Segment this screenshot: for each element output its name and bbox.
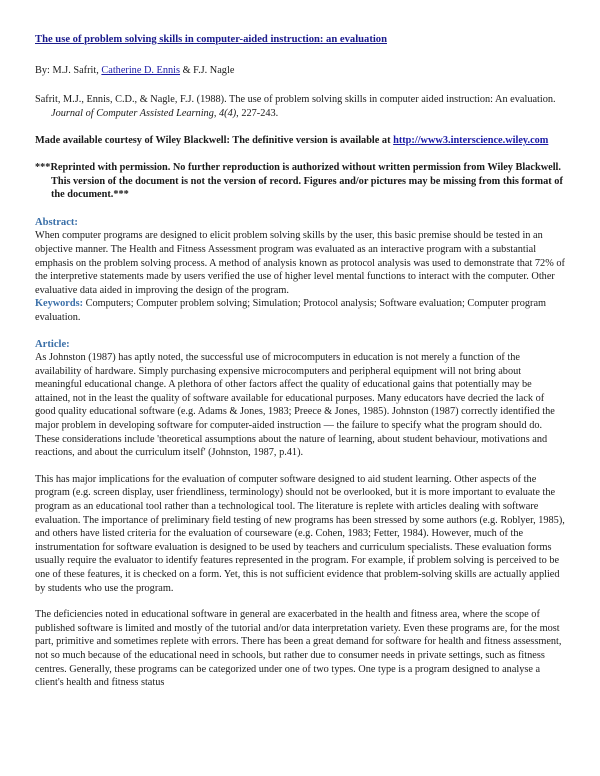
reprint-notice: ***Reprinted with permission. No further reproduction is authorized without written permission from Wiley Blackwell. This version of the document is not the version of record. Figures and/or pictures may be missing from this format of the document.*** <box>35 161 563 201</box>
byline-suffix: & F.J. Nagle <box>180 64 235 76</box>
abstract-section <box>35 216 565 325</box>
byline <box>35 64 565 78</box>
article-paragraph: The deficiencies noted in educational software in general are exacerbated in the health and fitness area, where the scope of published software is limited and mostly of the tutorial and/or data interpretation variety. Even these programs are, for the most part, primitive and sometimes replete with errors. There has been a great demand for software for health and fitness assessment, not so much because of the educational need in schools, but rather due to consumer needs in private settings, such as fitness centres. Generally, these programs can be categorized under one of two types. One type is a program designed to analyse a client's health and fitness status <box>35 609 562 689</box>
byline-prefix: By: M.J. Safrit, <box>35 64 102 76</box>
abstract-text: When computer programs are designed to elicit problem solving skills by the user, this basic premise should be tested in an objective manner. The Health and Fitness Assessment program was evaluated as an interactive program with a substantial emphasis on the problem solving process. A method of analysis known as protocol analysis was used to demonstrate that 72% of the interpretive statements made by users verified the use of higher level mental functions to interact with the computer. Other evaluative data aided in improving the design of the program. <box>35 230 565 296</box>
citation-pages: , 227-243. <box>236 107 279 119</box>
citation <box>35 93 565 120</box>
keywords-heading: Keywords: <box>35 298 84 310</box>
courtesy-text: Made available courtesy of Wiley Blackwell: The definitive version is available at <box>35 135 394 147</box>
article-paragraph: This has major implications for the evaluation of computer software designed to aid student learning. Other aspects of the program (e.g. screen display, user friendliness, terminology) should not be overlooked, but it is more important to evaluate the program as an educational tool rather than a technological tool. The literature is replete with articles dealing with software evaluation. The importance of preliminary field testing of new programs has been stressed by some authors (e.g. Roblyer, 1985), and others have listed criteria for the evaluation of courseware (e.g. Cohen, 1983; Fetter, 1984). However, much of the instrumentation for software evaluation is designed to be used by teachers and curriculum specialists. These evaluation forms usually require the evaluator to identify features represented in the program. For example, if problem solving is perceived to be one of these features, it is checked on a form. Yet, this is not sufficient evidence that problem-solving skills are actually applied by students who use the program. <box>35 473 565 594</box>
publisher-link[interactable]: http://www3.interscience.wiley.com <box>393 135 549 147</box>
abstract-heading: Abstract: <box>35 216 78 228</box>
article-heading: Article: <box>35 338 70 350</box>
courtesy-notice <box>35 134 565 148</box>
citation-journal: Journal of Computer Assisted Learning <box>51 107 214 119</box>
article-section <box>35 338 565 690</box>
document-title <box>35 33 565 47</box>
citation-volume: 4(4) <box>219 107 237 119</box>
title-link[interactable]: The use of problem solving skills in computer-aided instruction: an evaluation <box>35 34 387 45</box>
keywords <box>35 297 565 324</box>
keywords-text: Computers; Computer problem solving; Simulation; Protocol analysis; Software evaluation; Computer program evaluation. <box>35 298 547 323</box>
article-paragraph: As Johnston (1987) has aptly noted, the successful use of microcomputers in education is not merely a function of the availability of hardware. Simply purchasing expensive microcomputers and peripheral equipment will not bring about meaningful educational change. A plethora of other factors affect the quality of educational gains that potentially may be attained, not in the least the quality of software available for educational purposes. Many educators have decried the lack of good quality educational software (e.g. Adams & Jones, 1983; Preece & Jones, 1985). Johnston (1987) correctly identified the major problem in developing software for computer-aided instruction — the failure to specify what the program should do. These considerations include 'theoretical assumptions about the nature of learning, about student behaviour, motivations and reactions, and about the curriculum itself' (Johnston, 1987, p.41). <box>35 352 555 459</box>
citation-volume-sep: , <box>213 107 220 119</box>
author-link[interactable]: Catherine D. Ennis <box>101 64 181 76</box>
citation-text: Safrit, M.J., Ennis, C.D., & Nagle, F.J. (1988). The use of problem solving skills in computer aided instruction: An evaluation. <box>35 94 556 106</box>
